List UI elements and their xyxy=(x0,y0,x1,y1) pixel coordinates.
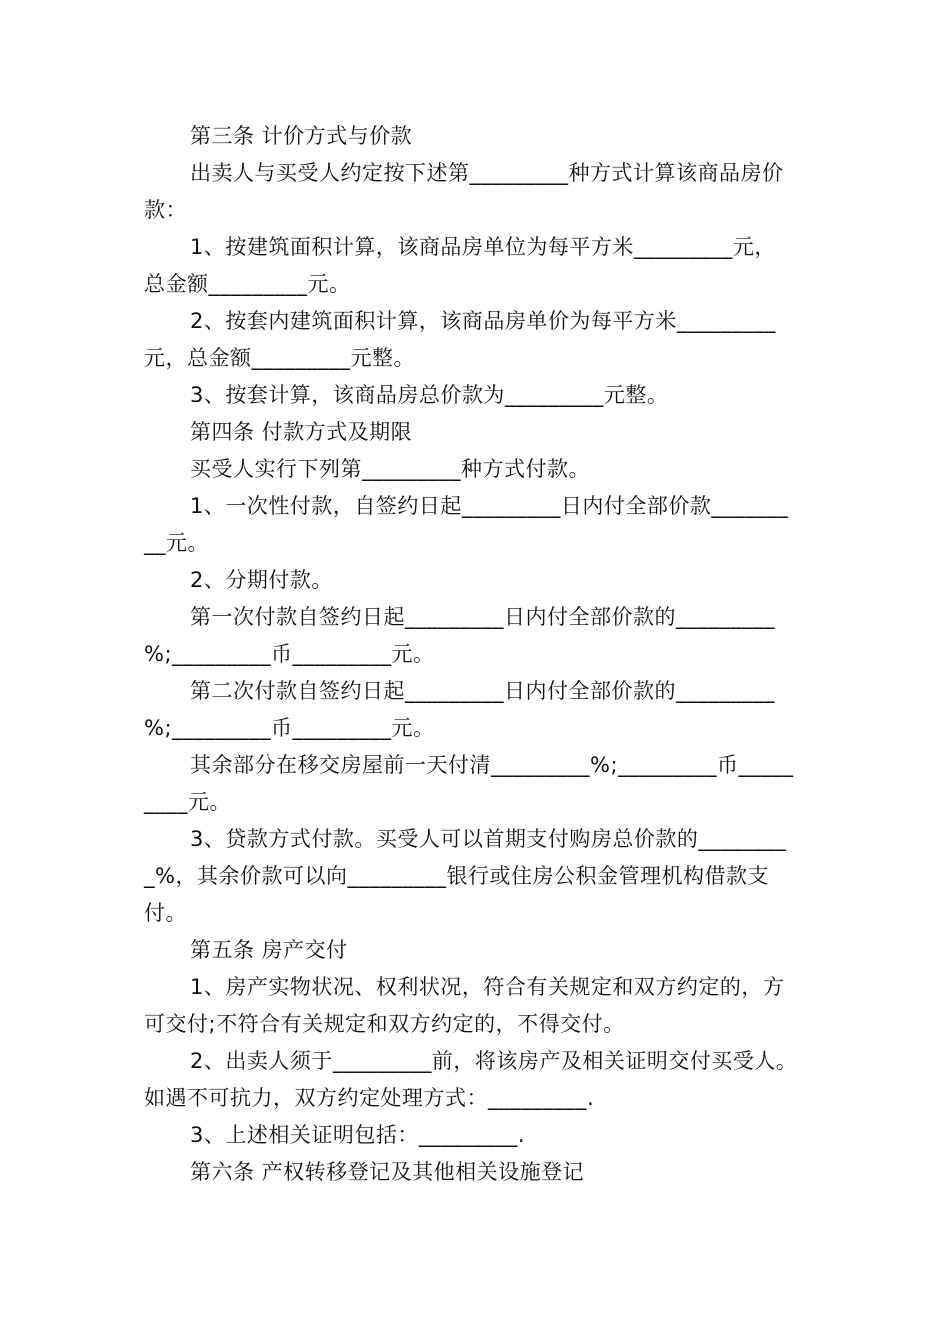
paragraph-line: %;_________币_________元。 xyxy=(144,716,435,740)
paragraph-line: 如遇不可抗力，双方约定处理方式：_________. xyxy=(144,1086,595,1110)
section-heading-article-4: 第四条 付款方式及期限 xyxy=(190,420,413,444)
paragraph-line: 第一次付款自签约日起_________日内付全部价款的_________ xyxy=(190,605,775,629)
section-heading-article-6: 第六条 产权转移登记及其他相关设施登记 xyxy=(190,1160,585,1184)
paragraph-line: 3、按套计算，该商品房总价款为_________元整。 xyxy=(190,383,669,407)
paragraph-line: 2、出卖人须于_________前，将该房产及相关证明交付买受人。 xyxy=(190,1049,798,1073)
section-heading-article-3: 第三条 计价方式与价款 xyxy=(190,124,413,148)
paragraph-line: __元。 xyxy=(144,531,209,555)
paragraph-line: 款： xyxy=(144,198,187,222)
paragraph-line: 3、贷款方式付款。买受人可以首期支付购房总价款的________ xyxy=(190,827,787,851)
paragraph-line: 1、一次性付款，自签约日起_________日内付全部价款_______ xyxy=(190,494,789,518)
section-heading-article-5: 第五条 房产交付 xyxy=(190,938,348,962)
paragraph-line: %;_________币_________元。 xyxy=(144,642,435,666)
paragraph-line: 元，总金额_________元整。 xyxy=(144,346,415,370)
paragraph-line: 2、分期付款。 xyxy=(190,568,333,592)
paragraph-line: 2、按套内建筑面积计算，该商品房单价为每平方米_________ xyxy=(190,309,776,333)
paragraph-line: _%，其余价款可以向_________银行或住房公积金管理机构借款支 xyxy=(144,864,769,888)
paragraph-line: 其余部分在移交房屋前一天付清_________%;_________币_____ xyxy=(190,753,794,777)
paragraph-line: 总金额_________元。 xyxy=(144,272,351,296)
paragraph-line: 付。 xyxy=(144,901,187,925)
paragraph-line: 3、上述相关证明包括：_________. xyxy=(190,1123,526,1147)
paragraph-line: 1、房产实物状况、权利状况，符合有关规定和双方约定的，方 xyxy=(190,975,785,999)
paragraph-line: ____元。 xyxy=(144,790,231,814)
paragraph-line: 1、按建筑面积计算，该商品房单位为每平方米_________元， xyxy=(190,235,776,259)
paragraph-line: 第二次付款自签约日起_________日内付全部价款的_________ xyxy=(190,679,775,703)
paragraph-line: 可交付;不符合有关规定和双方约定的，不得交付。 xyxy=(144,1012,625,1036)
document-page xyxy=(144,118,810,1191)
paragraph-line: 出卖人与买受人约定按下述第_________种方式计算该商品房价 xyxy=(190,161,784,185)
paragraph-line: 买受人实行下列第_________种方式付款。 xyxy=(190,457,590,481)
